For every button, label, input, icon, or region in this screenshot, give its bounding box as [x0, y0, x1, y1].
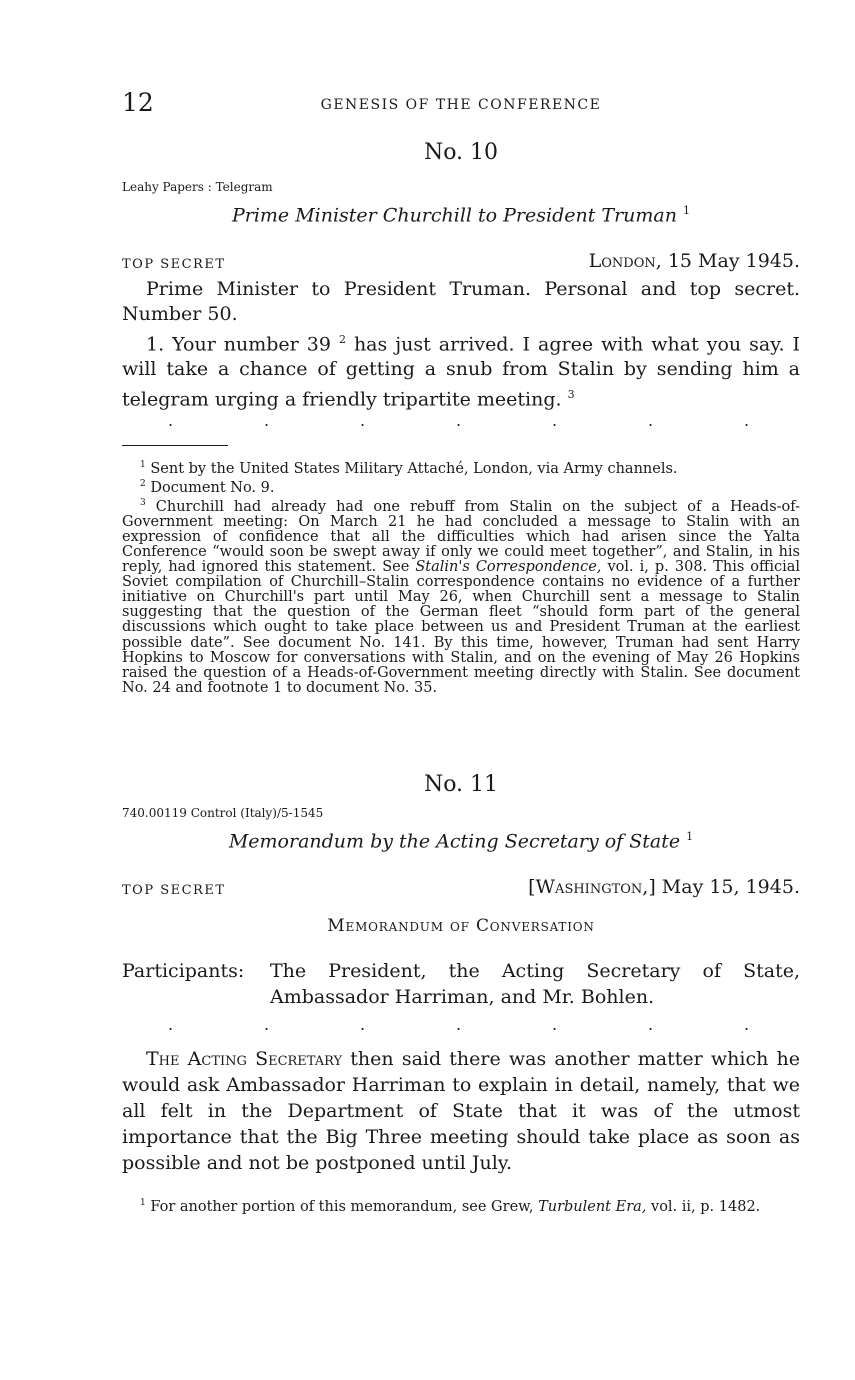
paragraph: [122, 327, 800, 413]
footnote: [122, 496, 800, 696]
footnote-text: Sent by the United States Military Attaché, London, via Army channels.: [150, 460, 678, 477]
classification-label: TOP SECRET: [122, 257, 226, 272]
footnote-text: vol. ii, p. 1482.: [651, 1198, 761, 1215]
running-title: GENESIS OF THE CONFERENCE: [320, 97, 602, 113]
document-number: No. 11: [423, 772, 499, 797]
footnote: [122, 477, 800, 496]
paragraph: [122, 1046, 800, 1176]
participants-value: The President, the Acting Secretary of State, Ambassador Harriman, and Mr. Bohlen.: [270, 960, 800, 1008]
paragraph-text: 1. Your number 39: [146, 333, 331, 356]
participants-label: Participants:: [122, 960, 245, 982]
paragraph: Prime Minister to President Truman. Personal and top secret. Number 50.: [122, 278, 800, 325]
dateline: [528, 876, 800, 898]
running-head: [122, 88, 800, 122]
omission-dots: . . . . . . .: [168, 411, 750, 430]
footnote-number: 2: [140, 478, 146, 489]
footnote-citation: Stalin's Correspondence,: [415, 559, 602, 576]
memorandum-subheading: Memorandum of Conversation: [327, 916, 595, 936]
telegram-body: [122, 277, 800, 413]
footnote-rule: [122, 445, 228, 446]
footnote-number: 3: [140, 497, 146, 508]
footnotes: [122, 1196, 800, 1215]
footnote: [122, 1196, 800, 1215]
footnotes: [122, 458, 800, 696]
dateline-place: [Washington,]: [528, 876, 656, 898]
memorandum-body: [122, 1046, 800, 1176]
footnote-text: Churchill had already had one rebuff from Stalin on the subject of a Heads-of-Government meeting: On March 21 he had concluded a message to Stalin with an expression of confidence that all the difficulties which had arisen since the Yalta Conference “would soon be swept away if only we could meet together”, and Stalin, in his reply, had ignored this statement. See: [122, 498, 801, 576]
footnote-number: 1: [140, 460, 146, 470]
dateline-date: 15 May 1945.: [667, 250, 800, 272]
dateline-place: London,: [588, 250, 662, 272]
document-title: [122, 204, 800, 226]
paragraph-text: has just arrived. I agree with what you say. I will take a chance of getting a snub from Stalin by sending him a telegram urging a friendly tripartite meeting.: [122, 333, 800, 411]
document-number: No. 10: [423, 140, 499, 165]
footnote-reference: 2: [338, 333, 346, 346]
document-source: Leahy Papers : Telegram: [122, 180, 273, 194]
footnote-reference: 1: [683, 204, 691, 217]
footnote-reference: 1: [686, 830, 694, 843]
footnote-number: 1: [140, 1198, 146, 1208]
footnote: [122, 458, 800, 477]
footnote-text: Document No. 9.: [150, 479, 275, 496]
paragraph-text: then said there was another matter which he would ask Ambassador Harriman to explain in detail, namely, that we all felt in the Department of State that it was of the utmost importance that the Big Three meeting should take place as soon as possible and not be postponed until July.: [122, 1048, 800, 1174]
document-source: 740.00119 Control (Italy)/5-1545: [122, 806, 324, 820]
classification-label: TOP SECRET: [122, 883, 226, 898]
footnote-citation: Turbulent Era,: [538, 1198, 647, 1215]
page-number: 12: [122, 88, 154, 117]
footnote-reference: 3: [567, 388, 575, 402]
document-title: [122, 830, 800, 852]
omission-dots: . . . . . . .: [168, 1015, 750, 1034]
dateline-date: May 15, 1945.: [661, 876, 800, 898]
participants-block: [122, 958, 800, 1010]
document-title-text: Memorandum by the Acting Secretary of State: [228, 830, 681, 853]
document-title-text: Prime Minister Churchill to President Truman: [231, 204, 677, 227]
classification-row: [122, 246, 800, 272]
footnote-text: For another portion of this memorandum, see Grew,: [150, 1198, 534, 1215]
speaker-lead: The Acting Secretary: [146, 1048, 343, 1070]
classification-row: [122, 872, 800, 898]
footnote-text: vol. i, p. 308. This official Soviet compilation of Churchill–Stalin correspondence contains no evidence of a further initiative on Churchill's part until May 26, when Churchill sent a message to Stalin suggesting that the question of the German fleet “should form part of the general discussions which ought to take place between us and President Truman at the earliest possible date”. See document No. 141. By this time, however, Truman had sent Harry Hopkins to Moscow for conversations with Stalin, and on the evening of May 26 Hopkins raised the question of a Heads-of-Government meeting directly with Stalin. See document No. 24 and footnote 1 to document No. 35.: [122, 559, 801, 696]
dateline: [589, 250, 800, 272]
